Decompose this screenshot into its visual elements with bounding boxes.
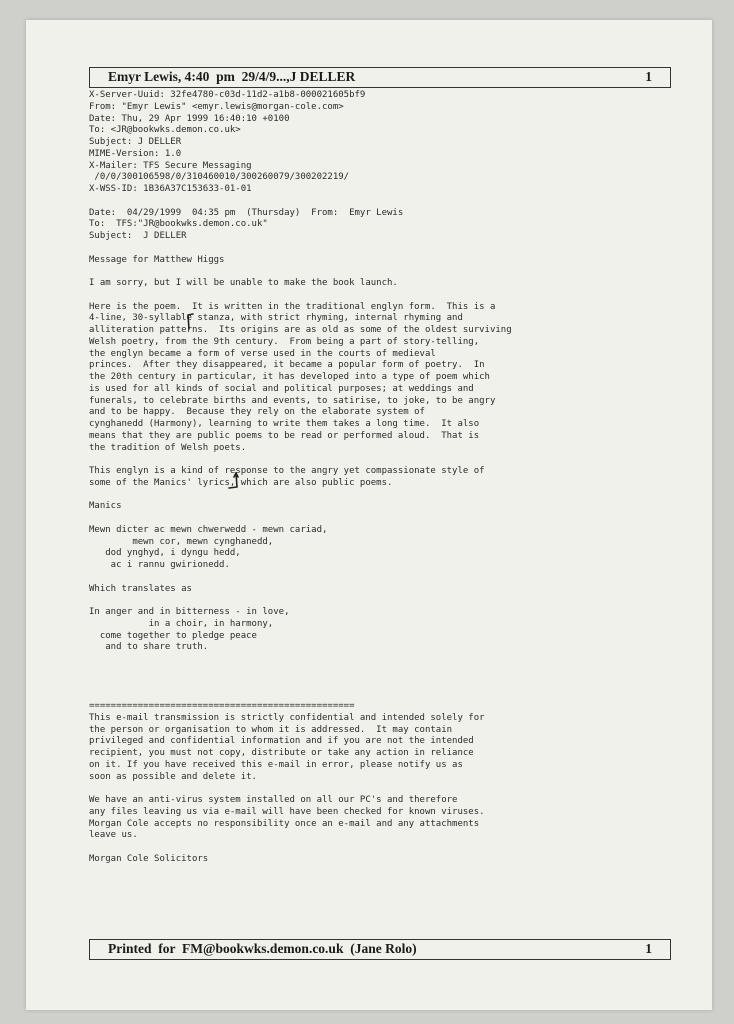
body-line: Mewn dicter ac mewn chwerwedd - mewn cariad, — [89, 524, 328, 535]
body-line: From: "Emyr Lewis" <emyr.lewis@morgan-cole.com> — [89, 101, 344, 112]
body-line: any files leaving us via e-mail will have been checked for known viruses. — [89, 806, 485, 817]
body-line: cynghanedd (Harmony), learning to write them takes a long time. It also — [89, 419, 480, 429]
body-line: the 20th century in particular, it has developed into a type of poem which — [89, 372, 490, 382]
body-line: recipient, you must not copy, distribute or take any action in reliance — [89, 748, 474, 758]
body-line: Morgan Cole Solicitors — [89, 853, 209, 864]
body-line — [89, 513, 689, 525]
body-line — [89, 666, 689, 678]
body-line: in a choir, in harmony, — [89, 618, 274, 629]
body-line: I am sorry, but I will be unable to make the book launch. — [89, 278, 398, 288]
body-line: Subject: J DELLER — [89, 137, 182, 147]
body-line: X-WSS-ID: 1B36A37C153633-01-01 — [89, 184, 252, 194]
body-line: and to be happy. Because they rely on the elaborate system of — [89, 407, 425, 418]
header-title: Emyr Lewis, 4:40 pm 29/4/9...,J DELLER — [108, 69, 356, 84]
body-line: dod ynghyd, i dyngu hedd, — [89, 548, 241, 559]
body-line: Message for Matthew Higgs — [89, 254, 225, 265]
body-line — [89, 266, 689, 278]
body-line: /0/0/300106598/0/310460010/300260079/300202219/ — [89, 172, 350, 183]
body-line — [89, 689, 689, 701]
body-line: Morgan Cole accepts no responsibility once an e-mail and any attachments — [89, 818, 480, 829]
body-line: Subject: J DELLER — [89, 231, 187, 241]
body-line: Welsh poetry, from the 9th century. From being a part of story-telling, — [89, 336, 480, 347]
body-line: on it. If you have received this e-mail in error, please notify us as — [89, 759, 463, 770]
body-line — [89, 290, 689, 302]
body-line: X-Server-Uuid: 32fe4780-c03d-11d2-a1b8-000021605bf9 — [89, 90, 366, 100]
body-line — [89, 595, 689, 607]
body-line: soon as possible and delete it. — [89, 771, 257, 782]
body-line: the tradition of Welsh poets. — [89, 442, 247, 453]
body-line: alliteration patterns. Its origins are as old as some of the oldest surviving — [89, 325, 512, 335]
body-line: leave us. — [89, 830, 138, 841]
body-line: the person or organisation to whom it is addressed. It may contain — [89, 724, 453, 735]
body-line — [89, 196, 689, 208]
body-line: come together to pledge peace — [89, 630, 257, 641]
body-line: 4-line, 30-syllable stanza, with strict rhyming, internal rhyming and — [89, 313, 463, 324]
footer-page-number: 1 — [645, 941, 652, 956]
body-line: MIME-Version: 1.0 — [89, 148, 182, 159]
print-footer — [89, 939, 671, 960]
body-line: ac i rannu gwirionedd. — [89, 560, 230, 570]
body-line: In anger and in bitterness - in love, — [89, 607, 290, 617]
body-line: To: TFS:"JR@bookwks.demon.co.uk" — [89, 219, 268, 230]
footer-title: Printed for FM@bookwks.demon.co.uk (Jane Rolo) — [108, 941, 417, 956]
header-page-number: 1 — [645, 69, 652, 84]
body-line — [89, 783, 689, 795]
body-line: To: <JR@bookwks.demon.co.uk> — [89, 125, 241, 136]
handwritten-bracket-close-icon — [225, 470, 243, 492]
body-line: mewn cor, mewn cynghanedd, — [89, 536, 274, 547]
print-header — [89, 67, 671, 88]
body-line: is used for all kinds of social and political purposes; at weddings and — [89, 383, 474, 394]
body-line: some of the Manics' lyrics, which are also public poems. — [89, 477, 393, 488]
body-line: Here is the poem. It is written in the traditional englyn form. This is a — [89, 301, 496, 312]
email-body — [89, 90, 689, 866]
body-line: This englyn is a kind of response to the angry yet compassionate style of — [89, 466, 485, 476]
body-line: ================================================= — [89, 701, 355, 711]
body-line — [89, 572, 689, 584]
body-line: This e-mail transmission is strictly confidential and intended solely for — [89, 712, 485, 723]
body-line: Which translates as — [89, 583, 192, 594]
body-line: funerals, to celebrate births and events, to satirise, to joke, to be angry — [89, 395, 496, 406]
body-line: Date: Thu, 29 Apr 1999 16:40:10 +0100 — [89, 113, 290, 124]
body-line — [89, 454, 689, 466]
body-line: princes. After they disappeared, it became a popular form of poetry. In — [89, 360, 485, 371]
body-line: means that they are public poems to be read or performed aloud. That is — [89, 430, 480, 441]
body-line: and to share truth. — [89, 642, 209, 653]
body-line — [89, 243, 689, 255]
body-line — [89, 678, 689, 690]
body-line — [89, 654, 689, 666]
body-line — [89, 490, 689, 502]
body-line: privileged and confidential information and if you are not the intended — [89, 736, 474, 747]
body-line — [89, 842, 689, 854]
body-line: X-Mailer: TFS Secure Messaging — [89, 160, 252, 171]
body-line: Manics — [89, 501, 122, 512]
body-line: We have an anti-virus system installed on all our PC's and therefore — [89, 795, 458, 805]
handwritten-bracket-open-icon — [184, 312, 198, 332]
body-line: the englyn became a form of verse used in the courts of medieval — [89, 348, 436, 359]
body-line: Date: 04/29/1999 04:35 pm (Thursday) From: Emyr Lewis — [89, 207, 404, 218]
